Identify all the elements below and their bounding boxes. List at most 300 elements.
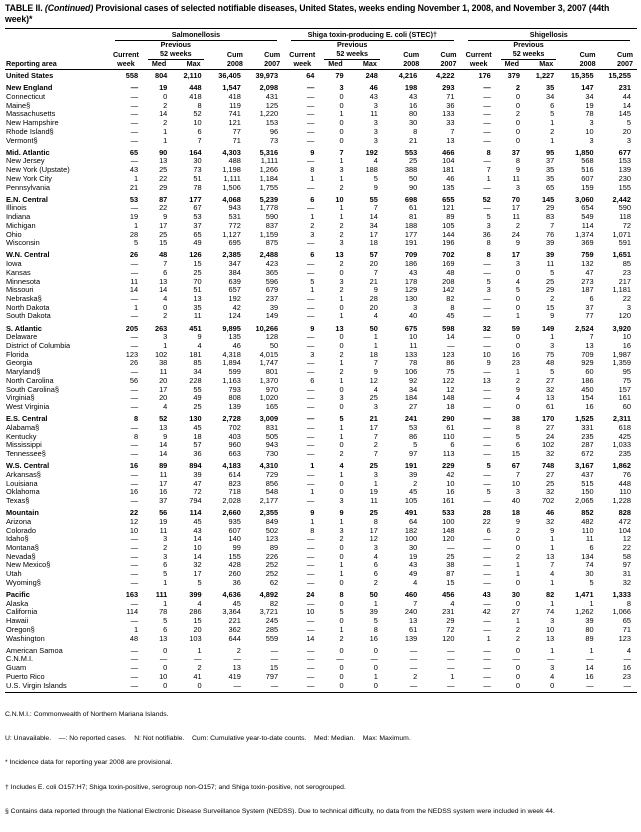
value-cell: 49 <box>193 393 202 403</box>
value-cell: — <box>307 126 315 136</box>
value-cell: 89 <box>269 542 279 552</box>
table-row <box>5 269 637 278</box>
value-cell: 10 <box>408 332 418 342</box>
value-cell: 1 <box>373 332 378 342</box>
col-header-med: Med <box>497 60 526 70</box>
value-cell: 76 <box>546 229 555 239</box>
value-cell: 25 <box>193 267 202 277</box>
value-cell: 5 <box>163 569 168 579</box>
value-cell: — <box>483 671 491 681</box>
value-cell: 1 <box>373 341 378 351</box>
value-cell: 1 <box>310 173 315 183</box>
value-cell: 418 <box>228 92 241 102</box>
reporting-area-cell: Arkansas§ <box>6 469 41 479</box>
value-cell: 3 <box>310 229 315 239</box>
notifiable-diseases-table <box>5 28 637 693</box>
value-cell: 15,255 <box>608 71 631 81</box>
reporting-area-cell: Vermont§ <box>6 135 38 145</box>
value-cell: 15 <box>446 577 455 587</box>
value-cell: — <box>447 654 455 664</box>
table-row <box>5 239 637 248</box>
col-header-cum-2008: Cum 2008 <box>384 41 423 69</box>
value-cell: 9 <box>486 358 491 368</box>
reporting-area-cell: Delaware <box>6 332 38 342</box>
value-cell: 1 <box>515 311 521 321</box>
value-cell: — <box>130 534 139 544</box>
value-cell: 5 <box>486 212 491 222</box>
value-cell: 44 <box>622 92 631 102</box>
value-cell: 403 <box>228 431 241 441</box>
value-cell: — <box>130 680 139 690</box>
value-cell: 14 <box>193 551 202 561</box>
value-cell: — <box>447 341 455 351</box>
value-cell: 730 <box>265 448 279 458</box>
value-cell: 2,311 <box>612 414 631 424</box>
value-cell: 1 <box>550 598 555 608</box>
value-cell: 114 <box>189 508 202 518</box>
value-cell: 10 <box>159 671 168 681</box>
value-cell: — <box>409 654 418 664</box>
value-cell: 17 <box>159 220 168 230</box>
value-cell: 1 <box>550 645 555 655</box>
reporting-area-cell: Florida <box>6 349 29 359</box>
table-row <box>5 412 637 424</box>
value-cell: 231 <box>618 83 631 93</box>
value-cell: 1,987 <box>612 349 631 359</box>
value-cell: 184 <box>404 393 418 403</box>
value-cell: — <box>546 654 555 664</box>
value-cell: 8 <box>413 126 418 136</box>
reporting-area-cell: Maryland§ <box>6 367 41 377</box>
value-cell: 22 <box>129 508 139 518</box>
value-cell: 1 <box>339 294 344 303</box>
value-cell: 37 <box>159 495 168 505</box>
value-cell: 0 <box>515 645 521 655</box>
value-cell: 1,547 <box>222 83 241 93</box>
value-cell: 759 <box>581 250 594 260</box>
group-label: Salmonellosis <box>115 30 277 41</box>
value-cell: 48 <box>159 250 168 260</box>
value-cell: 10 <box>193 118 202 128</box>
value-cell: 3,060 <box>575 194 594 204</box>
value-cell: 2,488 <box>259 250 279 260</box>
value-cell: 1,894 <box>222 358 241 368</box>
value-cell: 20 <box>159 375 168 385</box>
table-row <box>5 471 637 480</box>
value-cell: 30 <box>511 590 521 599</box>
value-cell: — <box>307 616 315 626</box>
value-cell: 186 <box>404 259 418 269</box>
value-cell: — <box>483 680 491 690</box>
col-header-previous-52-weeks: Previous 52 weeks <box>320 41 383 59</box>
value-cell: 147 <box>581 83 594 93</box>
value-cell: 0 <box>339 645 344 655</box>
value-cell: 110 <box>442 431 455 441</box>
value-cell: 49 <box>193 238 202 248</box>
value-cell: 4,318 <box>222 349 241 359</box>
value-cell: 14 <box>159 448 168 458</box>
value-cell: 2 <box>339 259 344 269</box>
value-cell: 533 <box>442 508 455 518</box>
reporting-area-cell: Connecticut <box>6 92 46 102</box>
value-cell: 142 <box>442 285 455 295</box>
value-cell: 42 <box>446 469 455 479</box>
value-cell: 70 <box>193 276 202 286</box>
value-cell: 3 <box>163 332 168 342</box>
value-cell: 0 <box>515 671 521 681</box>
table-row <box>5 304 637 313</box>
table-row <box>5 368 637 377</box>
value-cell: 58 <box>622 551 631 561</box>
value-cell: 644 <box>228 633 241 643</box>
value-cell: 11 <box>159 469 168 479</box>
value-cell: 654 <box>581 203 594 213</box>
value-cell: 431 <box>265 92 279 102</box>
value-cell: 23 <box>622 671 631 681</box>
table-row <box>5 403 637 412</box>
table-row <box>5 635 637 644</box>
value-cell: 3 <box>550 616 555 626</box>
value-cell: — <box>483 440 491 450</box>
value-cell: — <box>130 311 139 321</box>
value-cell: 132 <box>581 259 594 269</box>
value-cell: 5 <box>515 431 521 441</box>
reporting-area-cell: Oklahoma <box>6 487 40 497</box>
value-cell: 39,973 <box>255 71 279 81</box>
reporting-area-cell: E.N. Central <box>6 194 48 204</box>
value-cell: 4,015 <box>259 349 279 359</box>
value-cell: — <box>307 551 315 561</box>
value-cell: 1 <box>550 118 555 128</box>
value-cell: 229 <box>442 461 455 471</box>
value-cell: 12 <box>129 516 139 526</box>
value-cell: 22 <box>622 542 631 552</box>
value-cell: 466 <box>442 147 455 157</box>
value-cell: 111 <box>155 590 168 599</box>
value-cell: 60 <box>585 367 594 377</box>
value-cell: — <box>270 645 279 655</box>
value-cell: 1 <box>550 577 555 587</box>
value-cell: 1 <box>163 135 168 145</box>
table-row <box>5 506 637 518</box>
value-cell: 9 <box>373 367 378 377</box>
value-cell: — <box>336 654 344 664</box>
value-cell: 145 <box>541 194 555 204</box>
value-cell: 8 <box>133 414 139 424</box>
value-cell: 1 <box>373 598 378 608</box>
value-cell: 1,359 <box>612 358 631 368</box>
value-cell: 970 <box>265 384 279 394</box>
value-cell: 32 <box>622 577 631 587</box>
value-cell: 25 <box>369 508 378 518</box>
value-cell: 9 <box>373 182 378 192</box>
value-cell: 4 <box>163 294 168 303</box>
value-cell: 126 <box>189 250 202 260</box>
value-cell: 20 <box>369 259 378 269</box>
value-cell: 1,033 <box>612 440 631 450</box>
value-cell: 7 <box>550 220 555 230</box>
value-cell: 82 <box>446 294 455 303</box>
value-cell: 86 <box>446 358 455 368</box>
value-cell: 43 <box>369 92 378 102</box>
value-cell: 1,747 <box>259 358 279 368</box>
table-row <box>5 204 637 213</box>
value-cell: 0 <box>339 478 344 488</box>
value-cell: 1,159 <box>259 229 279 239</box>
reporting-area-cell: Idaho§ <box>6 534 29 544</box>
value-cell: 18 <box>511 508 521 518</box>
value-cell: 32 <box>546 487 555 497</box>
value-cell: 18 <box>369 238 378 248</box>
value-cell: 13 <box>546 393 555 403</box>
value-cell: — <box>483 393 491 403</box>
col-header-current-week: Current week <box>461 41 497 69</box>
value-cell: — <box>130 469 139 479</box>
value-cell: 2 <box>515 525 521 535</box>
value-cell: 1 <box>515 560 521 570</box>
value-cell: 4,183 <box>222 461 241 471</box>
value-cell: 3 <box>550 663 555 673</box>
value-cell: 10,266 <box>255 323 279 333</box>
value-cell: 794 <box>189 495 202 505</box>
value-cell: 55 <box>193 384 202 394</box>
value-cell: — <box>307 534 315 544</box>
value-cell: 482 <box>581 516 594 526</box>
value-cell: 83 <box>546 212 555 222</box>
value-cell: 133 <box>442 109 455 119</box>
value-cell: 25 <box>159 165 168 175</box>
value-cell: 2 <box>339 229 344 239</box>
value-cell: 5 <box>486 461 491 471</box>
value-cell: 9,895 <box>222 323 241 333</box>
value-cell: — <box>623 654 631 664</box>
value-cell: 245 <box>265 616 279 626</box>
value-cell: 1 <box>339 516 344 526</box>
value-cell: 0 <box>339 341 344 351</box>
value-cell: 451 <box>189 323 202 333</box>
value-cell: 103 <box>189 633 202 643</box>
value-cell: 181 <box>189 349 202 359</box>
value-cell: 9 <box>550 525 555 535</box>
footnote-abbreviations: U: Unavailable. —: No reported cases. N: Not notifiable. Cum: Cumulative year-to-date counts. Med: Median. Max: Maximum. <box>5 735 411 743</box>
value-cell: — <box>483 302 491 312</box>
value-cell: 39 <box>585 616 594 626</box>
value-cell: 11 <box>193 311 202 321</box>
value-cell: 145 <box>618 109 631 119</box>
value-cell: 2,524 <box>575 323 594 333</box>
reporting-area-cell: Guam <box>6 663 27 673</box>
value-cell: 1 <box>339 156 344 166</box>
value-cell: — <box>130 401 139 411</box>
value-cell: — <box>586 654 594 664</box>
value-cell: 85 <box>622 259 631 269</box>
value-cell: 1 <box>450 671 455 681</box>
value-cell: 3 <box>373 118 378 128</box>
value-cell: 14 <box>585 663 594 673</box>
value-cell: 205 <box>125 323 139 333</box>
value-cell: 25 <box>546 478 555 488</box>
value-cell: 17 <box>193 569 202 579</box>
value-cell: 21 <box>369 276 378 286</box>
value-cell: — <box>483 156 491 166</box>
reporting-area-cell: Indiana <box>6 212 31 222</box>
value-cell: 27 <box>546 469 555 479</box>
value-cell: 61 <box>546 401 555 411</box>
value-cell: 1,471 <box>575 590 594 599</box>
value-cell: 8 <box>515 422 521 432</box>
value-cell: — <box>130 341 139 351</box>
value-cell: 5 <box>197 577 202 587</box>
value-cell: — <box>483 654 491 664</box>
value-cell: 95 <box>622 367 631 377</box>
table-row <box>5 535 637 544</box>
value-cell: 12 <box>446 384 455 394</box>
table-row <box>5 333 637 342</box>
value-cell: 231 <box>442 607 455 617</box>
reporting-area-cell: New Mexico§ <box>6 560 51 570</box>
title-continued: (Continued) <box>44 3 94 13</box>
value-cell: 3 <box>486 285 491 295</box>
value-cell: — <box>307 478 315 488</box>
value-cell: — <box>447 680 455 690</box>
value-cell: 8 <box>310 165 315 175</box>
value-cell: 97 <box>408 448 418 458</box>
reporting-area-cell: Alaska <box>6 598 29 608</box>
value-cell: 849 <box>265 516 279 526</box>
value-cell: 30 <box>408 542 418 552</box>
value-cell: 2 <box>197 663 202 673</box>
reporting-area-cell: Pennsylvania <box>6 182 50 192</box>
value-cell: 25 <box>193 401 202 411</box>
value-cell: — <box>130 259 139 269</box>
value-cell: 702 <box>541 495 555 505</box>
value-cell: 260 <box>228 569 241 579</box>
value-cell: 13 <box>546 633 555 643</box>
value-cell: — <box>270 680 279 690</box>
value-cell: 104 <box>618 525 631 535</box>
value-cell: 33 <box>446 118 455 128</box>
value-cell: — <box>512 654 521 664</box>
value-cell: 399 <box>189 590 202 599</box>
value-cell: 1 <box>133 624 139 634</box>
value-cell: 52 <box>159 414 168 424</box>
value-cell: 448 <box>189 83 202 93</box>
value-cell: 19 <box>129 212 139 222</box>
value-cell: 437 <box>581 469 594 479</box>
table-row <box>5 617 637 626</box>
value-cell: 515 <box>581 478 594 488</box>
value-cell: 2 <box>515 220 521 230</box>
value-cell: 0 <box>339 487 344 497</box>
reporting-area-cell: American Samoa <box>6 645 63 655</box>
value-cell: 17 <box>159 478 168 488</box>
value-cell: 74 <box>546 607 555 617</box>
value-cell: 1,506 <box>222 182 241 192</box>
value-cell: 20 <box>622 126 631 136</box>
table-row <box>5 359 637 368</box>
table-row <box>5 600 637 609</box>
value-cell: 135 <box>228 332 241 342</box>
value-cell: — <box>130 393 139 403</box>
value-cell: 19 <box>585 100 594 110</box>
value-cell: 16 <box>129 487 139 497</box>
value-cell: 6 <box>197 126 202 136</box>
col-header-current-week: Current week <box>284 41 320 69</box>
value-cell: 248 <box>365 71 378 81</box>
value-cell: — <box>370 654 378 664</box>
value-cell: 837 <box>265 220 279 230</box>
value-cell: 22 <box>482 516 491 526</box>
value-cell: 11 <box>512 173 521 183</box>
table-row <box>5 295 637 304</box>
value-cell: 4 <box>373 156 378 166</box>
value-cell: — <box>307 302 315 312</box>
value-cell: — <box>483 624 491 634</box>
value-cell: 3 <box>373 469 378 479</box>
value-cell: 35 <box>193 302 202 312</box>
value-cell: — <box>130 569 139 579</box>
value-cell: 61 <box>408 203 418 213</box>
value-cell: 64 <box>306 71 315 81</box>
value-cell: 110 <box>581 525 594 535</box>
value-cell: 0 <box>373 663 378 673</box>
value-cell: 165 <box>265 401 279 411</box>
value-cell: 7 <box>450 126 455 136</box>
value-cell: 8 <box>373 624 378 634</box>
value-cell: 99 <box>232 542 241 552</box>
value-cell: 113 <box>442 448 455 458</box>
value-cell: 1,111 <box>260 156 279 166</box>
value-cell: 34 <box>193 367 202 377</box>
value-cell: 64 <box>408 516 418 526</box>
value-cell: 230 <box>618 173 631 183</box>
value-cell: 79 <box>335 71 344 81</box>
value-cell: 11 <box>159 367 168 377</box>
value-cell: 1 <box>515 616 521 626</box>
value-cell: 823 <box>228 478 241 488</box>
value-cell: — <box>194 654 202 664</box>
value-cell: — <box>483 577 491 587</box>
value-cell: 1 <box>550 534 555 544</box>
group-header-salmonellosis <box>108 29 284 42</box>
value-cell: 4 <box>450 598 455 608</box>
value-cell: 1 <box>310 212 315 222</box>
reporting-area-cell: C.N.M.I. <box>6 654 34 664</box>
value-cell: — <box>483 560 491 570</box>
value-cell: 82 <box>546 590 555 599</box>
value-cell: 188 <box>365 165 378 175</box>
value-cell: 192 <box>365 147 378 157</box>
value-cell: 5,316 <box>259 147 279 157</box>
value-cell: 252 <box>265 569 279 579</box>
value-cell: 34 <box>369 220 378 230</box>
table-row <box>5 321 637 333</box>
table-row <box>5 102 637 111</box>
value-cell: 4,303 <box>222 147 241 157</box>
value-cell: 425 <box>618 431 631 441</box>
value-cell: 1,111 <box>223 173 241 183</box>
value-cell: 39 <box>269 302 279 312</box>
value-cell: 599 <box>228 367 241 377</box>
table-row <box>5 128 637 137</box>
value-cell: 590 <box>618 203 631 213</box>
value-cell: 0 <box>163 645 168 655</box>
table-row <box>5 643 637 655</box>
value-cell: 29 <box>546 203 555 213</box>
value-cell: 0 <box>515 534 521 544</box>
value-cell: 10 <box>622 332 631 342</box>
value-cell: 4 <box>197 598 202 608</box>
